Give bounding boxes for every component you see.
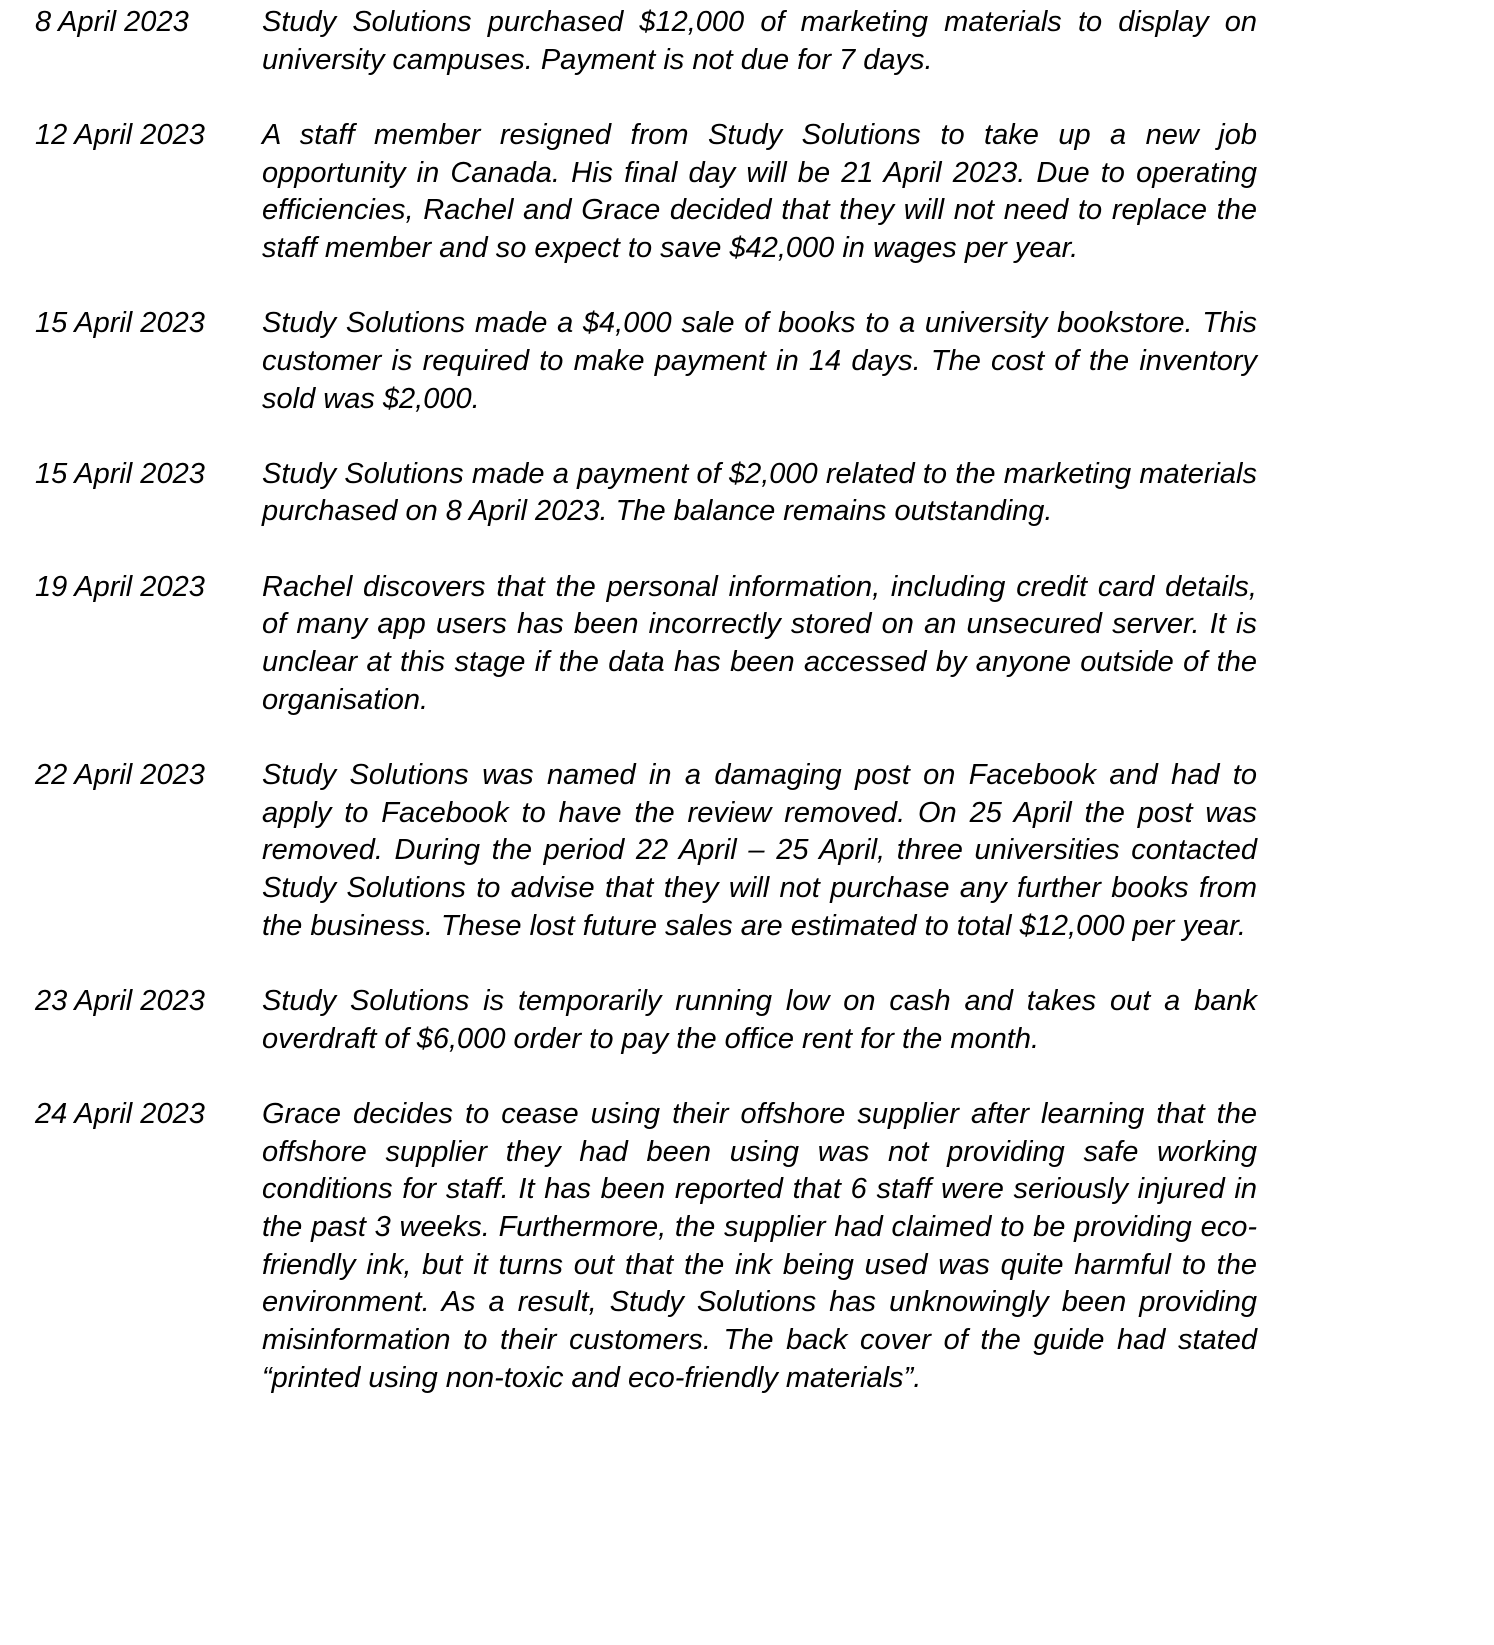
entry-date: 15 April 2023 bbox=[35, 307, 205, 340]
entry-date: 15 April 2023 bbox=[35, 457, 205, 490]
entry-text: Study Solutions purchased $12,000 of marketing materials to display on university campuses. Payment is not due for 7 days. bbox=[262, 6, 1257, 76]
entry bbox=[35, 4, 1257, 79]
entry-date: 12 April 2023 bbox=[35, 118, 205, 151]
entry bbox=[35, 569, 1257, 720]
entry-text: Grace decides to cease using their offshore supplier after learning that the offshore supplier they had been using was not providing safe working conditions for staff. It has been reported that 6 staff were seriously injured in the past 3 weeks. Furthermore, the supplier had claimed to be providing eco-friendly ink, but it turns out that the ink being used was quite harmful to the environment. As a result, Study Solutions has unknowingly been providing misinformation to their customers. The back cover of the guide had stated “printed using non-toxic and eco-friendly materials”. bbox=[262, 1097, 1257, 1394]
entry-text: Study Solutions was named in a damaging post on Facebook and had to apply to Facebook to have the review removed. On 25 April the post was removed. During the period 22 April – 25 April, three universities contacted Study Solutions to advise that they will not purchase any further books from the business. These lost future sales are estimated to total $12,000 per year. bbox=[262, 759, 1257, 942]
entry bbox=[35, 117, 1257, 268]
entry bbox=[35, 983, 1257, 1058]
entry bbox=[35, 1096, 1257, 1397]
entry-text: Study Solutions is temporarily running low on cash and takes out a bank overdraft of $6,000 order to pay the office rent for the month. bbox=[262, 984, 1257, 1055]
entry-date: 19 April 2023 bbox=[35, 570, 205, 603]
entry-date: 23 April 2023 bbox=[35, 984, 205, 1017]
entry bbox=[35, 456, 1257, 531]
entry-date: 24 April 2023 bbox=[35, 1097, 205, 1130]
transaction-log bbox=[35, 4, 1257, 1435]
entry-text: A staff member resigned from Study Solutions to take up a new job opportunity in Canada. His final day will be 21 April 2023. Due to operating efficiencies, Rachel and Grace decided that they will not need to replace the staff member and so expect to save $42,000 in wages per year. bbox=[262, 118, 1257, 264]
entry bbox=[35, 305, 1257, 418]
entry-date: 8 April 2023 bbox=[35, 6, 189, 38]
entry bbox=[35, 757, 1257, 945]
entry-text: Rachel discovers that the personal information, including credit card details, of many app users has been incorrectly stored on an unsecured server. It is unclear at this stage if the data has been accessed by anyone outside of the organisation. bbox=[262, 570, 1257, 716]
entry-date: 22 April 2023 bbox=[35, 759, 205, 792]
entry-text: Study Solutions made a payment of $2,000 related to the marketing materials purchased on 8 April 2023. The balance remains outstanding. bbox=[262, 457, 1257, 528]
entry-text: Study Solutions made a $4,000 sale of books to a university bookstore. This customer is required to make payment in 14 days. The cost of the inventory sold was $2,000. bbox=[262, 307, 1257, 415]
